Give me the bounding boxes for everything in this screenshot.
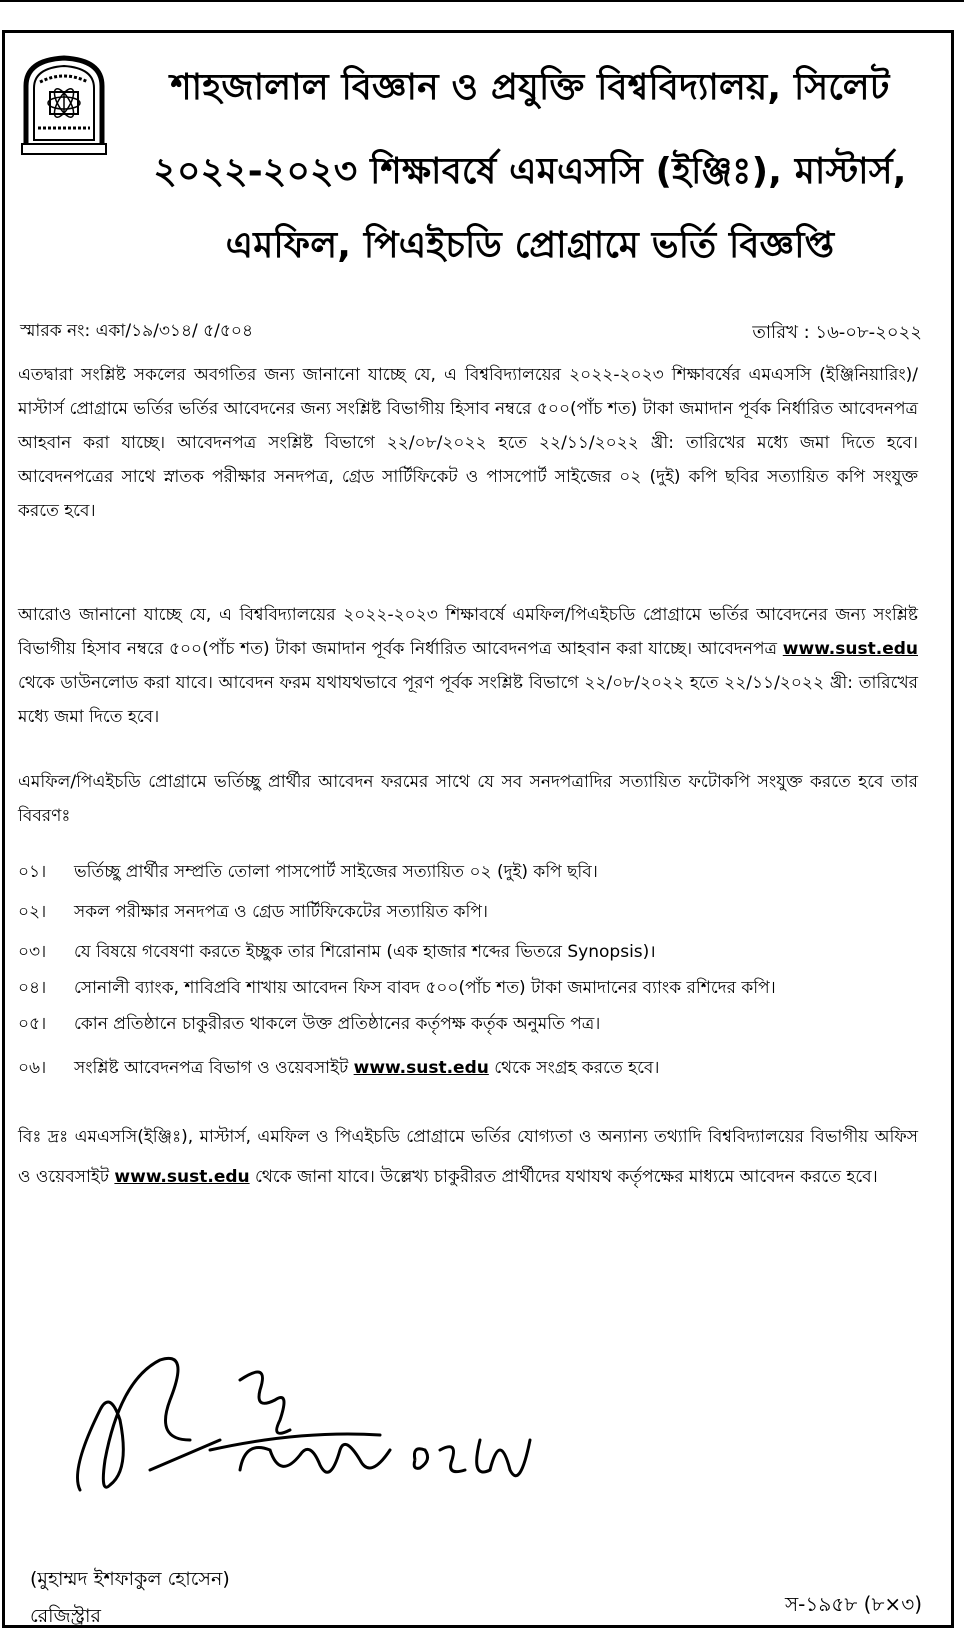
item-number: ০১।: [18, 862, 47, 882]
list-item: [18, 932, 918, 972]
note-text: থেকে জানা যাবে। উল্লেখ্য চাকুরীরত প্রার্থীদের যথাযথ কর্তৃপক্ষের মাধ্যমে আবেদন করতে হবে।: [249, 1167, 878, 1187]
registrar-signature: [40, 1320, 560, 1540]
paragraph-mphil-phd: [18, 598, 918, 734]
notice-date: তারিখ : ১৬-০৮-২০২২: [752, 322, 922, 343]
paragraph-text: থেকে ডাউনলোড করা যাবে। আবেদন ফরম যথাযথভাবে পূরণ পূর্বক সংশ্লিষ্ট বিভাগে ২২/০৮/২০২২ হতে ২২/১১/২০২২ খ্রী: তারিখের মধ্যে জমা দিতে হবে।: [18, 673, 918, 727]
item-text: থেকে সংগ্রহ করতে হবে।: [488, 1058, 660, 1078]
signatory-title: রেজিস্ট্রার: [30, 1605, 101, 1627]
paragraph-msc-masters: এতদ্বারা সংশ্লিষ্ট সকলের অবগতির জন্য জানানো যাচ্ছে যে, এ বিশ্ববিদ্যালয়ের ২০২২-২০২৩ শিক্ষাবর্ষের এমএসসি (ইঞ্জিনিয়ারিং)/মাস্টার্স প্রোগ্রামে ভর্তির ভর্তির আবেদনের জন্য সংশ্লিষ্ট বিভাগীয় হিসাব নম্বরে ৫০০(পাঁচ শত) টাকা জমাদান পূর্বক নির্ধারিত আবেদনপত্র আহবান করা যাচ্ছে। আবেদনপত্র সংশ্লিষ্ট বিভাগে ২২/০৮/২০২২ হতে ২২/১১/২০২২ খ্রী: তারিখের মধ্যে জমা দিতে হবে। আবেদনপত্রের সাথে স্নাতক পরীক্ষার সনদপত্র, গ্রেড সার্টিফিকেট ও পাসপোর্ট সাইজের ০২ (দুই) কপি ছবির সত্যায়িত কপি সংযুক্ত করতে হবে।: [18, 365, 918, 521]
list-item: [18, 1004, 918, 1044]
university-logo: [14, 52, 114, 156]
title-session: ২০২২-২০২৩ শিক্ষাবর্ষে এমএসসি (ইঞ্জিঃ), মাস্টার্স,: [153, 151, 907, 192]
item-number: ০৬।: [18, 1058, 47, 1078]
requirements-list-continued: [18, 1048, 918, 1088]
paragraph-documents-intro: এমফিল/পিএইচডি প্রোগ্রামে ভর্তিচ্ছু প্রার্থীর আবেদন ফরমের সাথে যে সব সনদপত্রাদির সত্যায়িত ফটোকপি সংযুক্ত করতে হবে তার বিবরণঃ: [18, 772, 918, 826]
requirements-list: [18, 852, 918, 1044]
item-text: সকল পরীক্ষার সনদপত্র ও গ্রেড সার্টিফিকেটের সত্যায়িত কপি।: [74, 902, 489, 922]
list-item: [18, 972, 918, 1004]
note-text: বিঃ দ্রঃ এমএসসি(ইঞ্জিঃ), মাস্টার্স, এমফিল ও পিএইচডি প্রোগ্রামে ভর্তির যোগ্যতা ও অন্যান্য তথ্যাদি বিশ্ববিদ্যালয়ের বিভাগীয় অফিস ও ওয়েবসাইট: [18, 1127, 918, 1187]
item-text: সোনালী ব্যাংক, শাবিপ্রবি শাখায় আবেদন ফিস বাবদ ৫০০(পাঁচ শত) টাকা জমাদানের ব্যাংক রশিদের কপি।: [74, 978, 776, 998]
item-text: কোন প্রতিষ্ঠানে চাকুরীরত থাকলে উক্ত প্রতিষ্ঠানের কর্তৃপক্ষ কর্তৃক অনুমতি পত্র।: [74, 1014, 601, 1034]
note-paragraph: [18, 1117, 918, 1197]
memo-reference: স্মারক নং: একা/১৯/৩১৪/ ৫/৫০৪: [20, 321, 253, 341]
list-item: [18, 1048, 918, 1088]
title-admission-notice: এমফিল, পিএইচডি প্রোগ্রামে ভর্তি বিজ্ঞপ্তি: [225, 225, 835, 266]
top-rule: [0, 0, 964, 2]
paragraph-text: আরোও জানানো যাচ্ছে যে, এ বিশ্ববিদ্যালয়ের ২০২২-২০২৩ শিক্ষাবর্ষে এমফিল/পিএইচডি প্রোগ্রামে ভর্তির আবেদনের জন্য সংশ্লিষ্ট বিভাগীয় হিসাব নম্বরে ৫০০(পাঁচ শত) টাকা জমাদান পূর্বক নির্ধারিত আবেদনপত্র আহবান করা যাচ্ছে। আবেদনপত্র: [18, 605, 918, 659]
website-link[interactable]: www.sust.edu: [782, 639, 918, 659]
website-link[interactable]: www.sust.edu: [114, 1167, 250, 1187]
item-number: ০৪।: [18, 978, 47, 998]
item-text: যে বিষয়ে গবেষণা করতে ইচ্ছুক তার শিরোনাম (এক হাজার শব্দের ভিতরে Synopsis)।: [74, 942, 656, 962]
list-item: [18, 852, 918, 892]
title-university: শাহজালাল বিজ্ঞান ও প্রযুক্তি বিশ্ববিদ্যালয়, সিলেট: [170, 67, 890, 108]
list-item: [18, 892, 918, 932]
item-number: ০২।: [18, 902, 47, 922]
signatory-name: (মুহাম্মদ ইশফাকুল হোসেন): [30, 1568, 230, 1590]
website-link[interactable]: www.sust.edu: [353, 1058, 489, 1078]
item-number: ০৫।: [18, 1014, 47, 1034]
item-text: ভর্তিচ্ছু প্রার্থীর সম্প্রতি তোলা পাসপোর্ট সাইজের সত্যায়িত ০২ (দুই) কপি ছবি।: [74, 862, 598, 882]
item-number: ০৩।: [18, 942, 47, 962]
notice-code: স-১৯৫৮ (৮×৩): [784, 1592, 922, 1616]
item-text: সংশ্লিষ্ট আবেদনপত্র বিভাগ ও ওয়েবসাইট: [74, 1058, 354, 1078]
